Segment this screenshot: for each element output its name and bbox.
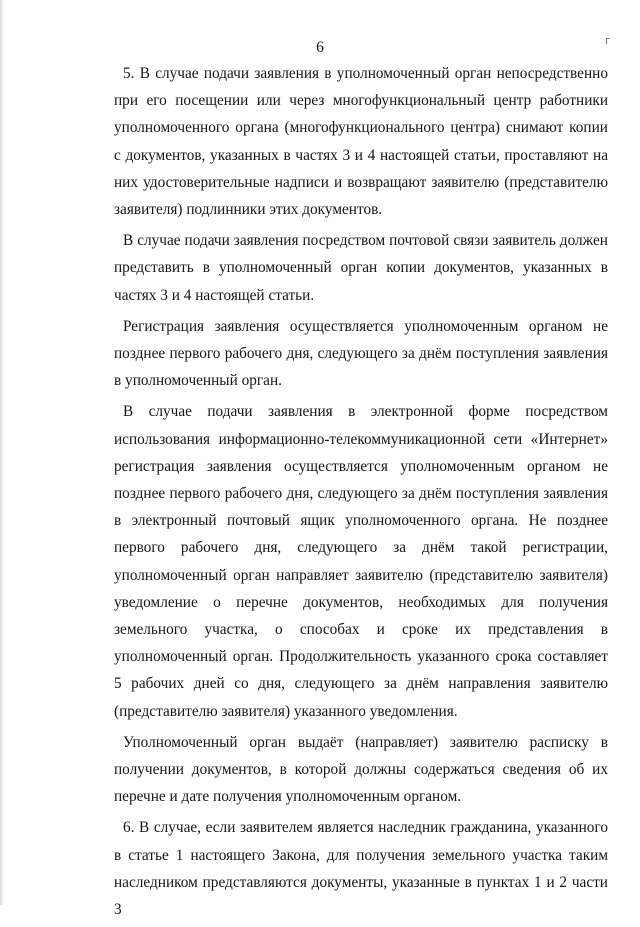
paragraph-postal-submission: В случае подачи заявления посредством почтовой связи заявитель должен представить в уполномоченный орган копии документов, указанных в частях 3 и 4 настоящей статьи. xyxy=(114,232,608,304)
paragraph-electronic-submission: В случае подачи заявления в электронной форме посредством использования информационно-телекоммуникационной сети «Интернет» регистрация заявления осуществляется уполномоченным органом не позднее первого рабочего дня, следующего за днём поступления заявления в электронный почтовый ящик уполномоченного органа. Не позднее первого рабочего дня, следующего за днём такой регистрации, уполномоченный орган направляет заявителю (представителю заявителя) уведомление о перечне документов, необходимых для получения земельного участка, о способах и сроке их представления в уполномоченный орган. Продолжительность указанного срока составляет 5 рабочих дней со дня, следующего за днём направления заявителю (представителю заявителя) указанного уведомления. xyxy=(114,403,608,720)
page-number: 6 xyxy=(316,39,324,56)
paragraph-receipt: Уполномоченный орган выдаёт (направляет) заявителю расписку в получении документов, в которой должны содержаться сведения об их перечне и дате получения уполномоченным органом. xyxy=(114,733,608,806)
paragraph-clause-5: 5. В случае подачи заявления в уполномоченный орган непосредственно при его посещении или через многофункциональный центр работники уполномоченного органа (многофункционального центра) снимают копии с документов, указанных в частях 3 и 4 настоящей статьи, проставляют на них удостоверительные надписи и возвращают заявителю (представителю заявителя) подлинники этих документов. xyxy=(114,65,608,219)
paragraph-registration: Регистрация заявления осуществляется уполномоченным органом не позднее первого рабочего дня, следующего за днём поступления заявления в уполномоченный орган. xyxy=(114,317,608,390)
paragraph-clause-6: 6. В случае, если заявителем является наследник гражданина, указанного в статье 1 настоящего Закона, для получения земельного участка таким наследником представляются документы, указанные в пунктах 1 и 2 части 3 xyxy=(114,819,608,919)
scan-binding-edge xyxy=(0,0,4,905)
document-body xyxy=(114,60,608,927)
